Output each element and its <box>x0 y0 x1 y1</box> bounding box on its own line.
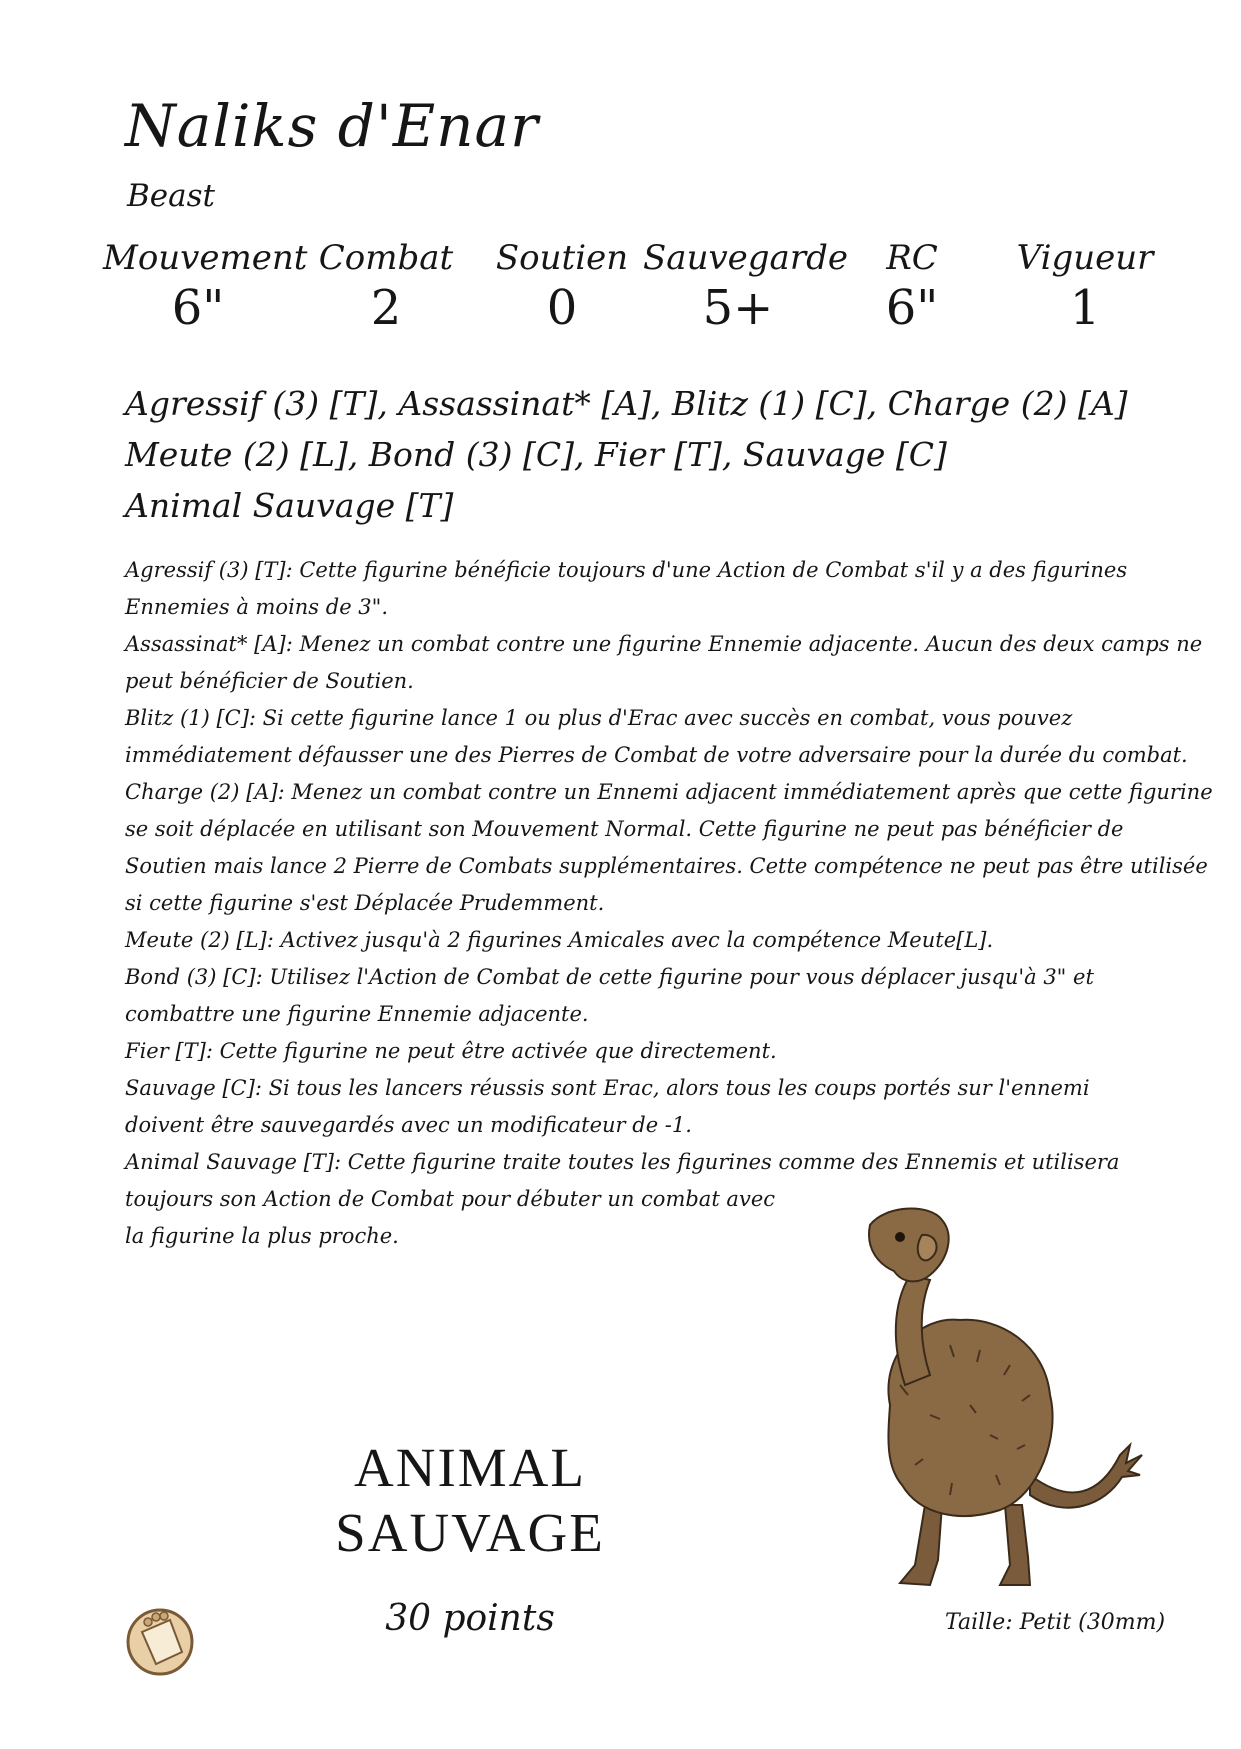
stat-label: Sauvegarde <box>643 238 848 278</box>
description-line: doivent être sauvegardés avec un modificateur de -1. <box>125 1113 692 1137</box>
stat-value: 6" <box>171 280 225 336</box>
stat-value: 0 <box>546 280 578 336</box>
description-line: si cette figurine s'est Déplacée Prudemment. <box>125 891 605 915</box>
description-line: la figurine la plus proche. <box>125 1224 399 1248</box>
description-line: Assassinat* [A]: Menez un combat contre une figurine Ennemie adjacente. Aucun des deux camps ne <box>125 632 1203 656</box>
stat-value: 2 <box>370 280 402 336</box>
description-line: toujours son Action de Combat pour débuter un combat avec <box>125 1187 776 1211</box>
description-line: Charge (2) [A]: Menez un combat contre un Ennemi adjacent immédiatement après que cette figurine <box>125 780 1213 804</box>
stat-rc <box>817 238 1007 336</box>
stat-vigueur <box>990 238 1180 336</box>
abilities-line: Agressif (3) [T], Assassinat* [A], Blitz (1) [C], Charge (2) [A] <box>125 384 1128 423</box>
stat-label: Mouvement <box>103 238 308 278</box>
abilities-line: Meute (2) [L], Bond (3) [C], Fier [T], Sauvage [C] <box>125 435 947 474</box>
stat-value: 6" <box>885 280 939 336</box>
stat-sauvegarde <box>643 238 848 336</box>
points-cost: 30 points <box>385 1598 555 1639</box>
stat-combat <box>291 238 481 336</box>
card-subtitle: Beast <box>127 178 215 214</box>
card-title: Naliks d'Enar <box>125 92 539 160</box>
description-line: Blitz (1) [C]: Si cette figurine lance 1 ou plus d'Erac avec succès en combat, vous pouvez <box>125 706 1073 730</box>
size-label: Taille: Petit (30mm) <box>945 1610 1166 1635</box>
type-banner-line: SAUVAGE <box>335 1502 605 1563</box>
description-line: combattre une figurine Ennemie adjacente. <box>125 1002 589 1026</box>
description-line: Soutien mais lance 2 Pierre de Combats supplémentaires. Cette compétence ne peut pas être utilisée <box>125 854 1208 878</box>
type-banner <box>300 1435 640 1565</box>
description-line: Animal Sauvage [T]: Cette figurine traite toutes les figurines comme des Ennemis et utilisera <box>125 1150 1120 1174</box>
description-line: immédiatement défausser une des Pierres de Combat de votre adversaire pour la durée du combat. <box>125 743 1188 767</box>
stat-label: RC <box>886 238 938 278</box>
description-line: Bond (3) [C]: Utilisez l'Action de Combat de cette figurine pour vous déplacer jusqu'à 3" et <box>125 965 1094 989</box>
stat-value: 5+ <box>702 280 774 336</box>
description-line: Ennemies à moins de 3". <box>125 595 389 619</box>
creature-illustration <box>830 1205 1150 1595</box>
description-line: Meute (2) [L]: Activez jusqu'à 2 figurines Amicales avec la compétence Meute[L]. <box>125 928 994 952</box>
stat-label: Combat <box>318 238 454 278</box>
stat-label: Soutien <box>495 238 629 278</box>
stat-value: 1 <box>1069 280 1101 336</box>
description-line: Sauvage [C]: Si tous les lancers réussis sont Erac, alors tous les coups portés sur l'ennemi <box>125 1076 1090 1100</box>
stat-mouvement <box>103 238 308 336</box>
stat-soutien <box>467 238 657 336</box>
description-line: Agressif (3) [T]: Cette figurine bénéficie toujours d'une Action de Combat s'il y a des figurines <box>125 558 1128 582</box>
description-line: peut bénéficier de Soutien. <box>125 669 414 693</box>
type-banner-line: ANIMAL <box>354 1437 586 1498</box>
description-line: se soit déplacée en utilisant son Mouvement Normal. Cette figurine ne peut pas bénéficier de <box>125 817 1124 841</box>
ability-descriptions <box>125 552 1213 1255</box>
description-line: Fier [T]: Cette figurine ne peut être activée que directement. <box>125 1039 777 1063</box>
stat-label: Vigueur <box>1016 238 1154 278</box>
abilities-summary <box>125 378 1128 531</box>
hand-stone-logo-icon <box>122 1602 198 1678</box>
abilities-line: Animal Sauvage [T] <box>125 486 454 525</box>
